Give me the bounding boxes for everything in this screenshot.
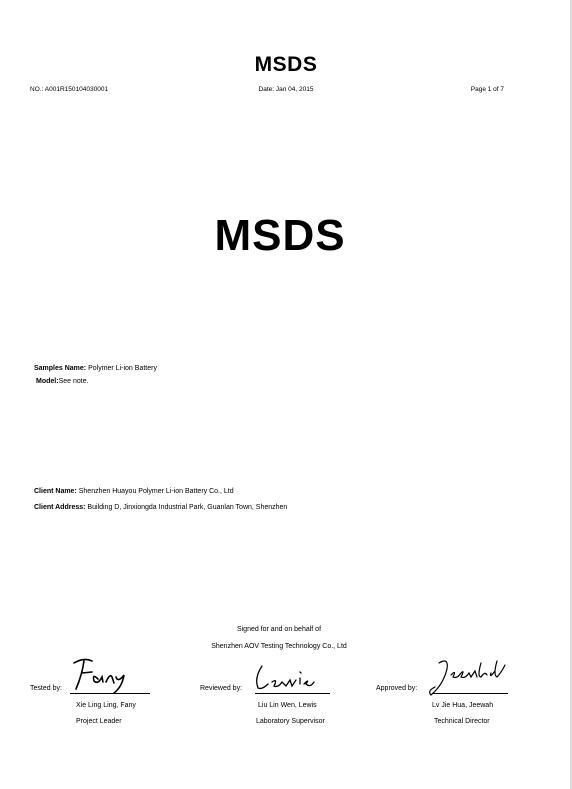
reviewer-role: Laboratory Supervisor <box>256 718 325 725</box>
report-date: Date: Jan 04, 2015 <box>258 86 314 93</box>
tested-by-line <box>70 693 150 694</box>
client-address-value: Building D, Jinxiongda Industrial Park, Guanlan Town, Shenzhen <box>85 504 288 511</box>
report-number: NO.: A001R150104030001 <box>30 86 109 93</box>
tested-by-label: Tested by: <box>30 685 62 692</box>
tester-role: Project Leader <box>76 718 122 725</box>
client-name-label: Client Name: <box>34 488 77 495</box>
approver-name: Lv Jie Hua, Jeewah <box>432 702 494 709</box>
model-field <box>36 378 89 385</box>
signed-company-text: Shenzhen AOV Testing Technology Co., Ltd <box>211 643 347 650</box>
reviewed-by-line <box>255 693 330 694</box>
signed-for-text: Signed for and on behalf of <box>236 626 322 633</box>
reviewed-by-label: Reviewed by: <box>200 685 243 692</box>
approved-by-line <box>432 693 508 694</box>
tested-by-signature <box>70 655 140 695</box>
model-value: See note. <box>58 378 89 385</box>
header-title: MSDS <box>254 53 318 76</box>
client-name-field <box>34 488 234 495</box>
client-address-field <box>34 504 287 511</box>
page-indicator: Page 1 of 7 <box>470 86 504 93</box>
client-name-value: Shenzhen Huayou Polymer Li-ion Battery Co., Ltd <box>76 488 234 495</box>
tester-name: Xie Ling Ling, Fany <box>76 702 136 709</box>
approved-by-label: Approved by: <box>376 685 418 692</box>
samples-name-field <box>34 365 157 372</box>
samples-name-label: Samples Name: <box>34 365 87 372</box>
samples-name-value: Polymer Li-ion Battery <box>86 365 157 372</box>
reviewed-by-signature <box>252 660 332 694</box>
document-title: MSDS <box>214 211 346 260</box>
approver-role: Technical Director <box>434 718 490 725</box>
client-address-label: Client Address: <box>34 504 86 511</box>
model-label: Model: <box>36 378 59 385</box>
reviewer-name: Liu Lin Wen, Lewis <box>258 702 317 709</box>
